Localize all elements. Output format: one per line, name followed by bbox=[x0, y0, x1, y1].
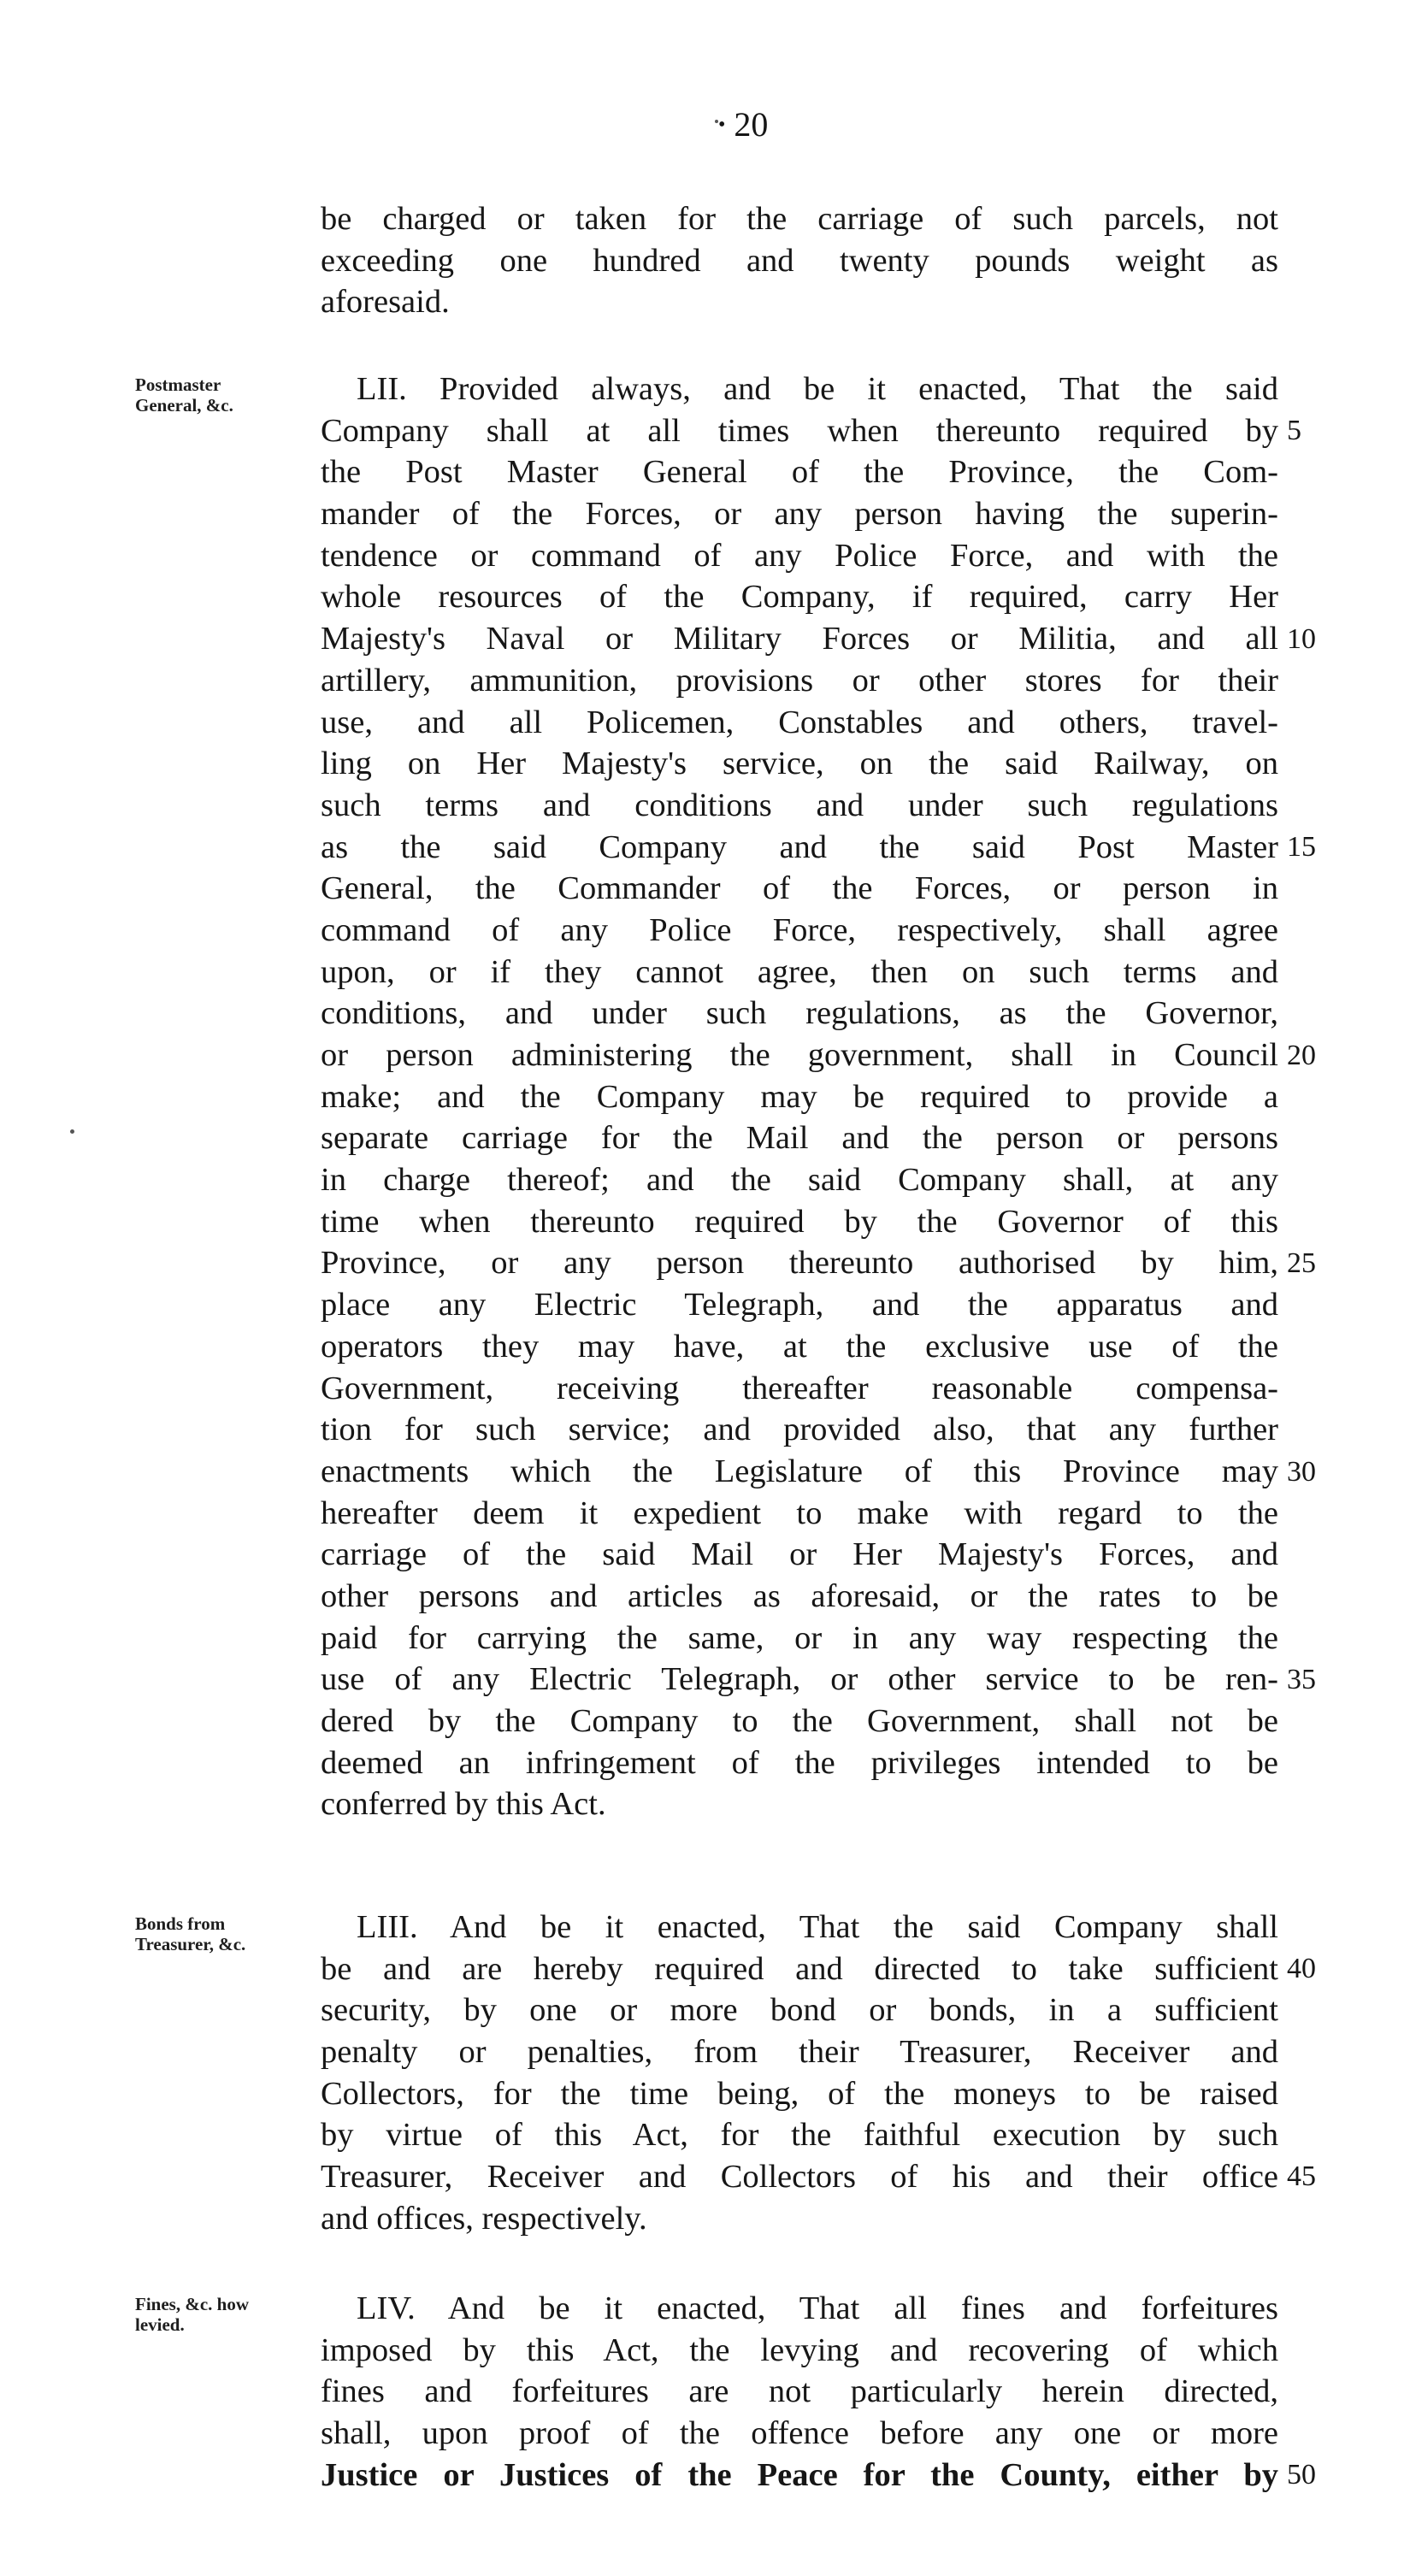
text-line: enactments which the Legislature of this Province may bbox=[321, 1453, 1278, 1489]
line-number: 20 bbox=[1287, 1040, 1316, 1071]
text-line: artillery, ammunition, provisions or other stores for their bbox=[321, 662, 1278, 699]
line-number: 40 bbox=[1287, 1953, 1316, 1984]
section-lii-paragraph bbox=[321, 368, 1278, 1825]
text-line: tendence or command of any Police Force, and with the bbox=[321, 537, 1278, 574]
scan-speck bbox=[70, 1129, 74, 1134]
text-line: exceeding one hundred and twenty pounds weight as bbox=[321, 242, 1278, 279]
text-line: ling on Her Majesty's service, on the said Railway, on bbox=[321, 746, 1278, 782]
text-line: conferred by this Act. bbox=[321, 1786, 606, 1823]
text-line: tion for such service; and provided also, that any further bbox=[321, 1412, 1278, 1448]
text-line: aforesaid. bbox=[321, 284, 450, 321]
line-number: 30 bbox=[1287, 1456, 1316, 1488]
text-line: be and are hereby required and directed to take sufficient bbox=[321, 1950, 1278, 1987]
text-line: security, by one or more bond or bonds, in a sufficient bbox=[321, 1992, 1278, 2029]
section-liv-paragraph bbox=[321, 2288, 1278, 2496]
text-line: penalty or penalties, from their Treasurer, Receiver and bbox=[321, 2034, 1278, 2071]
text-line: or person administering the government, shall in Council bbox=[321, 1037, 1278, 1073]
text-line: make; and the Company may be required to provide a bbox=[321, 1078, 1278, 1115]
text-line: be charged or taken for the carriage of such parcels, not bbox=[321, 201, 1278, 237]
text-line: LIII. And be it enacted, That the said Company shall bbox=[357, 1909, 1278, 1945]
continuation-paragraph bbox=[321, 198, 1278, 323]
text-line: imposed by this Act, the levying and recovering of which bbox=[321, 2331, 1278, 2368]
text-line: upon, or if they cannot agree, then on such terms and bbox=[321, 953, 1278, 990]
text-line: separate carriage for the Mail and the person or persons bbox=[321, 1120, 1278, 1157]
text-line: use of any Electric Telegraph, or other service to be ren- bbox=[321, 1661, 1278, 1698]
marginal-note-fines: Fines, &c. how levied. bbox=[135, 2294, 249, 2335]
text-line: the Post Master General of the Province, the Com- bbox=[321, 454, 1278, 491]
section-liii-paragraph bbox=[321, 1907, 1278, 2240]
line-number: 15 bbox=[1287, 831, 1316, 863]
marginal-note-bonds: Bonds from Treasurer, &c. bbox=[135, 1913, 246, 1954]
text-line: in charge thereof; and the said Company shall, at any bbox=[321, 1162, 1278, 1199]
text-line: command of any Police Force, respectively, shall agree bbox=[321, 911, 1278, 948]
text-line: time when thereunto required by the Governor of this bbox=[321, 1203, 1278, 1240]
page-number: • 20 bbox=[718, 105, 769, 144]
marginal-note-postmaster: Postmaster General, &c. bbox=[135, 374, 233, 416]
line-number: 50 bbox=[1287, 2459, 1316, 2491]
text-line: conditions, and under such regulations, as the Governor, bbox=[321, 995, 1278, 1032]
line-number: 10 bbox=[1287, 623, 1316, 655]
text-line: General, the Commander of the Forces, or person in bbox=[321, 870, 1278, 907]
line-number: 35 bbox=[1287, 1664, 1316, 1695]
line-number: 5 bbox=[1287, 415, 1301, 446]
text-line: mander of the Forces, or any person having the superin- bbox=[321, 496, 1278, 533]
text-line: other persons and articles as aforesaid, or the rates to be bbox=[321, 1577, 1278, 1614]
text-line: LII. Provided always, and be it enacted, That the said bbox=[357, 371, 1278, 407]
line-number: 25 bbox=[1287, 1247, 1316, 1279]
text-line: shall, upon proof of the offence before any one or more bbox=[321, 2415, 1278, 2452]
text-line: deemed an infringement of the privileges intended to be bbox=[321, 1744, 1278, 1781]
text-line: Government, receiving thereafter reasonable compensa- bbox=[321, 1370, 1278, 1406]
text-line: paid for carrying the same, or in any way respecting the bbox=[321, 1619, 1278, 1656]
text-line: and offices, respectively. bbox=[321, 2200, 647, 2237]
text-line: such terms and conditions and under such regulations bbox=[321, 787, 1278, 823]
text-line: carriage of the said Mail or Her Majesty's Forces, and bbox=[321, 1536, 1278, 1573]
text-line: Treasurer, Receiver and Collectors of his and their office bbox=[321, 2159, 1278, 2196]
text-line: Justice or Justices of the Peace for the County, either by bbox=[321, 2456, 1278, 2493]
text-line: fines and forfeitures are not particularly herein directed, bbox=[321, 2373, 1278, 2410]
text-line: Province, or any person thereunto authorised by him, bbox=[321, 1245, 1278, 1282]
text-line: LIV. And be it enacted, That all fines and forfeitures bbox=[357, 2290, 1278, 2326]
text-line: operators they may have, at the exclusive use of the bbox=[321, 1328, 1278, 1365]
text-line: Collectors, for the time being, of the moneys to be raised bbox=[321, 2075, 1278, 2112]
scan-speck bbox=[715, 120, 718, 123]
text-line: Company shall at all times when thereunto required by bbox=[321, 412, 1278, 449]
line-number: 45 bbox=[1287, 2160, 1316, 2192]
text-line: as the said Company and the said Post Master bbox=[321, 828, 1278, 865]
text-line: Majesty's Naval or Military Forces or Militia, and all bbox=[321, 621, 1278, 657]
text-line: hereafter deem it expedient to make with regard to the bbox=[321, 1494, 1278, 1531]
text-line: use, and all Policemen, Constables and others, travel- bbox=[321, 704, 1278, 740]
text-line: by virtue of this Act, for the faithful execution by such bbox=[321, 2117, 1278, 2154]
text-line: place any Electric Telegraph, and the apparatus and bbox=[321, 1287, 1278, 1323]
page-number-value: 20 bbox=[734, 105, 769, 144]
text-line: whole resources of the Company, if required, carry Her bbox=[321, 579, 1278, 616]
text-line: dered by the Company to the Government, shall not be bbox=[321, 1703, 1278, 1739]
